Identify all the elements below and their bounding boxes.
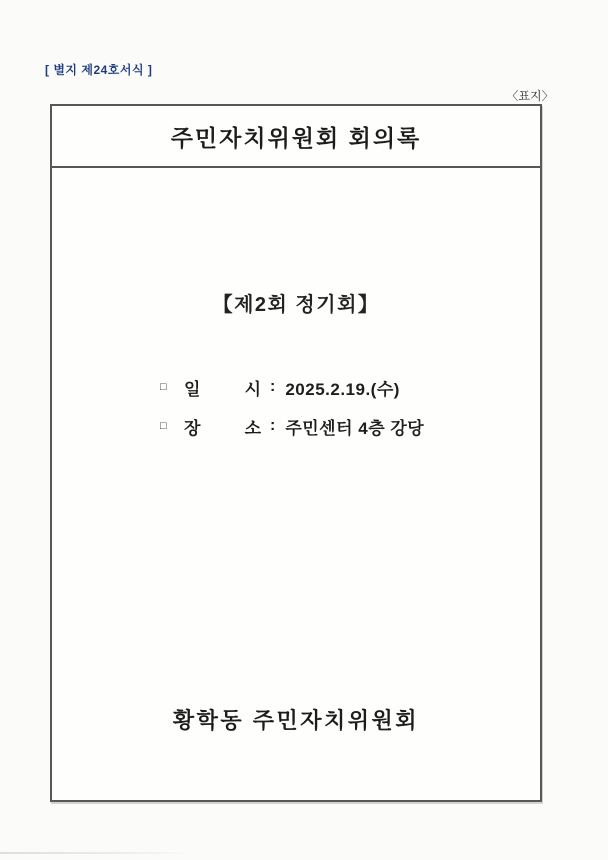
scanner-artifact-line bbox=[0, 852, 195, 854]
form-designation-text: [ 별지 제24호서식 ] bbox=[45, 63, 153, 77]
date-separator: : bbox=[270, 378, 276, 395]
date-label-first-char: 일 bbox=[184, 379, 201, 399]
place-value: 주민센터 4층 강당 bbox=[285, 418, 425, 438]
session-title: 【제2회 정기회】 bbox=[212, 294, 380, 316]
place-separator: : bbox=[270, 417, 276, 434]
meeting-place-row bbox=[160, 416, 424, 436]
place-label-first-char: 장 bbox=[184, 418, 201, 438]
meeting-info-block bbox=[160, 377, 424, 455]
organization-name: 황학동 주민자치위원회 bbox=[172, 708, 420, 733]
place-label bbox=[184, 414, 261, 439]
title-band bbox=[52, 106, 540, 168]
date-label bbox=[184, 375, 261, 400]
meeting-date-row bbox=[160, 377, 424, 397]
place-label-last-char: 소 bbox=[244, 418, 261, 438]
date-label-last-char: 시 bbox=[244, 379, 261, 399]
square-bullet-icon: □ bbox=[160, 420, 167, 432]
date-value: 2025.2.19.(수) bbox=[285, 379, 400, 399]
cover-tag-text: 〈표지〉 bbox=[506, 89, 554, 103]
cover-border-box bbox=[50, 104, 542, 802]
square-bullet-icon: □ bbox=[160, 381, 167, 393]
document-title: 주민자치위원회 회의록 bbox=[170, 124, 422, 151]
